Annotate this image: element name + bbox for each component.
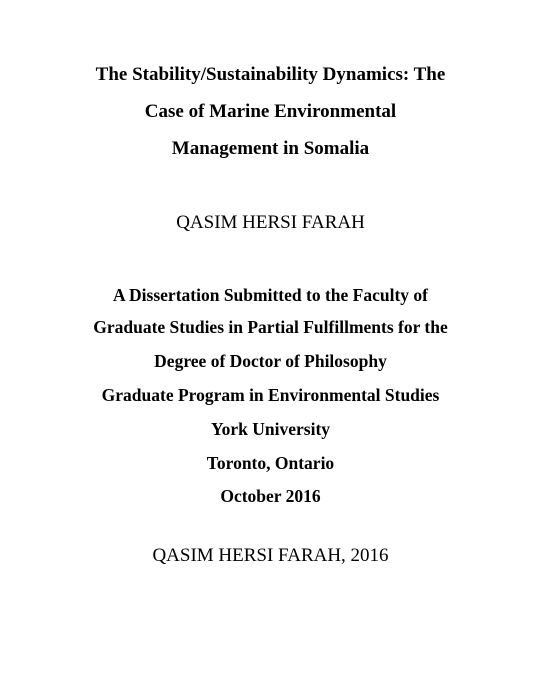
copyright-line: QASIM HERSI FARAH, 2016 [152,545,389,566]
title-line-1: The Stability/Sustainability Dynamics: The [95,64,446,85]
university-location: Toronto, Ontario [206,453,335,473]
university-name: York University [210,419,331,439]
dissertation-line-3: Degree of Doctor of Philosophy [154,351,387,371]
dissertation-line-1: A Dissertation Submitted to the Faculty of [113,285,428,305]
author-name: QASIM HERSI FARAH [176,212,365,233]
title-line-3: Management in Somalia [171,138,370,159]
title-line-2: Case of Marine Environmental [144,101,397,122]
dissertation-line-4: Graduate Program in Environmental Studies [101,385,440,405]
dissertation-line-2: Graduate Studies in Partial Fulfillments for the [93,317,448,337]
submission-date: October 2016 [220,486,321,506]
